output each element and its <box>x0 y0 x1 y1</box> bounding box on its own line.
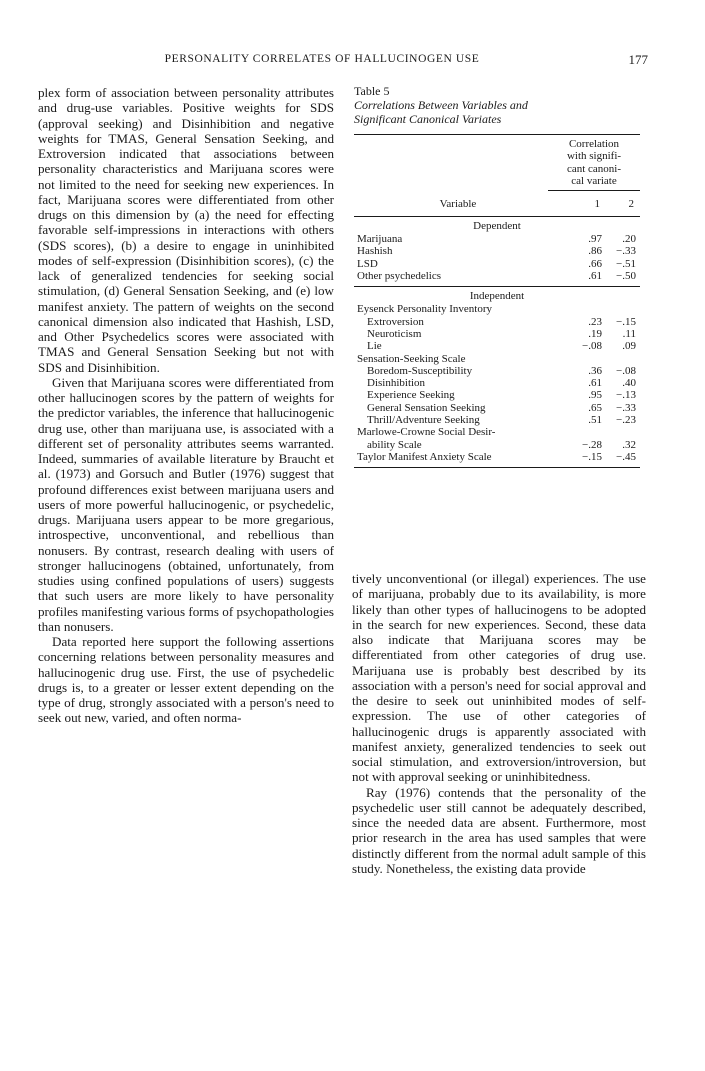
cell-variate-2: .20 <box>622 233 636 246</box>
dependent-bottom-rule <box>354 286 640 287</box>
dependent-group-title: Dependent <box>473 220 521 233</box>
table-row <box>354 389 640 401</box>
cell-variable: Boredom-Susceptibility <box>367 364 473 377</box>
table-title-line: Significant Canonical Variates <box>354 112 502 126</box>
cell-variate-1: −.08 <box>582 340 602 353</box>
cell-variate-2: .40 <box>622 377 636 390</box>
variate-2-header: 2 <box>628 198 634 211</box>
cell-variable: General Sensation Seeking <box>367 401 486 414</box>
correlation-header <box>548 138 640 187</box>
table-bottom-rule <box>354 467 640 468</box>
tmas-name: Taylor Manifest Anxiety Scale <box>357 450 492 463</box>
variate-1-header: 1 <box>594 198 600 211</box>
running-head: PERSONALITY CORRELATES OF HALLUCINOGEN USE <box>164 53 480 65</box>
left-column <box>38 85 334 726</box>
table-row <box>354 414 640 426</box>
cell-variate-2: −.45 <box>616 450 636 463</box>
correlation-header-line: Correlation <box>568 138 620 150</box>
cell-variable: Disinhibition <box>367 377 426 390</box>
cell-variate-1: .23 <box>588 315 602 328</box>
cell-variate-1: −.15 <box>582 450 602 463</box>
body-paragraph: Given that Marijuana scores were differentiated from other hallucinogen scores by the pattern of weights for the predictor variables, the inference that hallucinogenic drug use, other than marijuana use, is associated with a different set of personality attributes seems warranted. Indeed, summaries of available literature by Braucht et al. (1973) and Gorsuch and Butler (1976) suggest that profound differences exist between marijuana users and users of more powerful hallucinogenic, or psychedelic, drugs. Marijuana users appear to be more gregarious, introspective, unconventional, and rebellious than nonusers. By contrast, research dealing with users of stronger hallucinogens (obtained, unfortunately, from studies using confined populations of users) suggests that such users are more likely to have personality profiles manifesting various forms of psychopathologies than nonusers. <box>38 374 334 634</box>
cell-variate-2: −.23 <box>616 414 636 427</box>
table-row <box>354 328 640 340</box>
cell-variable: Hashish <box>357 245 393 258</box>
marlowe-crowne-line: ability Scale <box>367 438 422 451</box>
cell-variate-1: .65 <box>588 401 602 414</box>
table-row <box>354 451 640 463</box>
dependent-table <box>354 233 640 282</box>
cell-variate-2: −.33 <box>616 401 636 414</box>
header-bottom-rule <box>354 216 640 217</box>
correlation-header-line: cant canoni- <box>566 162 622 175</box>
table-row <box>354 426 640 438</box>
cell-variate-2: −.13 <box>616 389 636 402</box>
cell-variate-1: .66 <box>588 257 602 270</box>
table-row <box>354 303 640 315</box>
table-column-header <box>354 138 640 210</box>
cell-variable: LSD <box>357 257 378 270</box>
body-paragraph: tively unconventional (or illegal) experiences. The use of marijuana, probably due to its availability, is more likely than other types of hallucinogens to be adopted in the search for new experiences. Second, these data also indicate that Marijuana scores may be differentiated from other categories of drug use. Marijuana use is probably best described by its association with a person's need for social approval and the desire to seek out uninhibited modes of self-expression. The use of other categories of hallucinogenic drugs is apparently associated with manifest anxiety, generalized tendencies to seek out social stimulation, and extroversion/introversion, but not with approval seeking or uninhibitedness. <box>352 571 646 785</box>
body-paragraph: plex form of association between personality attributes and drug-use variables. Positive weights for SDS (approval seeking) and Disinhibition and negative weights for TMAS, General Sensation Seeking, and Extroversion indicated that associations between personality characteristics and Marijuana scores were not limited to the need for seeking new experiences. In fact, Marijuana scores were differentiated from other drugs on this dimension by (a) the need for effecting favorable self-impressions in interactions with others (SDS scores), (b) a desire to engage in uninhibited modes of self-expression (Disinhibition scores), (c) the lack of generalized tendencies for seeking social stimulation, (d) General Sensation Seeking, and (e) low manifest anxiety. The pattern of weights on the second canonical dimension also indicated that Hashish, LSD, and Other Psychedelics scores were associated with TMAS and General Sensation Seeking but not with SDS and Disinhibition. <box>38 85 334 375</box>
epi-title: Eysenck Personality Inventory <box>357 303 493 316</box>
variable-header: Variable <box>439 198 477 211</box>
table-row <box>354 377 640 389</box>
right-column <box>352 571 646 876</box>
cell-variable: Lie <box>367 340 382 353</box>
table-row <box>354 402 640 414</box>
independent-group-title: Independent <box>469 290 525 303</box>
cell-variate-1: .97 <box>588 233 602 246</box>
correlation-header-rule <box>548 190 640 191</box>
cell-variable: Neuroticism <box>367 327 422 340</box>
table-row <box>354 439 640 451</box>
header-row <box>354 196 640 210</box>
cell-variate-1: .36 <box>588 364 602 377</box>
cell-variate-1: .61 <box>588 270 602 283</box>
cell-variate-1: −.28 <box>582 438 602 451</box>
cell-variate-1: .51 <box>588 414 602 427</box>
cell-variate-2: .09 <box>622 340 636 353</box>
table-row <box>354 258 640 270</box>
body-paragraph: Data reported here support the following assertions concerning relations between personality measures and hallucinogenic drug use. First, the use of psychedelic drugs is, to a greater or lesser extent depending on the type of drug, strongly associated with a person's need to seek out new, varied, and often norma- <box>38 634 334 726</box>
correlation-header-line: with signifi- <box>566 150 622 163</box>
table-top-rule <box>354 134 640 135</box>
independent-table <box>354 303 640 463</box>
cell-variate-2: −.15 <box>616 315 636 328</box>
cell-variate-2: −.51 <box>616 257 636 270</box>
sss-title: Sensation-Seeking Scale <box>357 352 466 365</box>
table-5 <box>354 84 640 468</box>
cell-variable: Experience Seeking <box>367 389 455 402</box>
table-label: Table 5 <box>354 84 390 98</box>
table-row <box>354 365 640 377</box>
table-row <box>354 270 640 282</box>
table-title-line: Correlations Between Variables and <box>354 98 528 112</box>
page-header <box>38 50 648 70</box>
cell-variate-1: .19 <box>588 327 602 340</box>
body-paragraph: Ray (1976) contends that the personality of the psychedelic user still cannot be adequately described, since the needed data are absent. Furthermore, most prior research in the area has used samples that were distinctly different from the normal adult sample of this study. Nonetheless, the existing data provide <box>352 784 646 876</box>
cell-variate-2: −.50 <box>616 270 636 283</box>
table-row <box>354 245 640 257</box>
cell-variate-2: −.33 <box>616 245 636 258</box>
cell-variable: Extroversion <box>367 315 424 328</box>
cell-variate-2: .32 <box>622 438 636 451</box>
correlation-header-line: cal variate <box>571 174 617 187</box>
cell-variate-2: −.08 <box>616 364 636 377</box>
cell-variate-1: .61 <box>588 377 602 390</box>
table-row <box>354 353 640 365</box>
table-row <box>354 233 640 245</box>
table-row <box>354 316 640 328</box>
cell-variable: Marijuana <box>357 233 403 246</box>
cell-variate-2: .11 <box>622 327 636 340</box>
marlowe-crowne-line: Marlowe-Crowne Social Desir- <box>357 426 496 439</box>
cell-variable: Other psychedelics <box>357 270 441 283</box>
cell-variable: Thrill/Adventure Seeking <box>367 414 480 427</box>
cell-variate-1: .86 <box>588 245 602 258</box>
table-row <box>354 340 640 352</box>
cell-variate-1: .95 <box>588 389 602 402</box>
page-number: 177 <box>628 52 648 67</box>
